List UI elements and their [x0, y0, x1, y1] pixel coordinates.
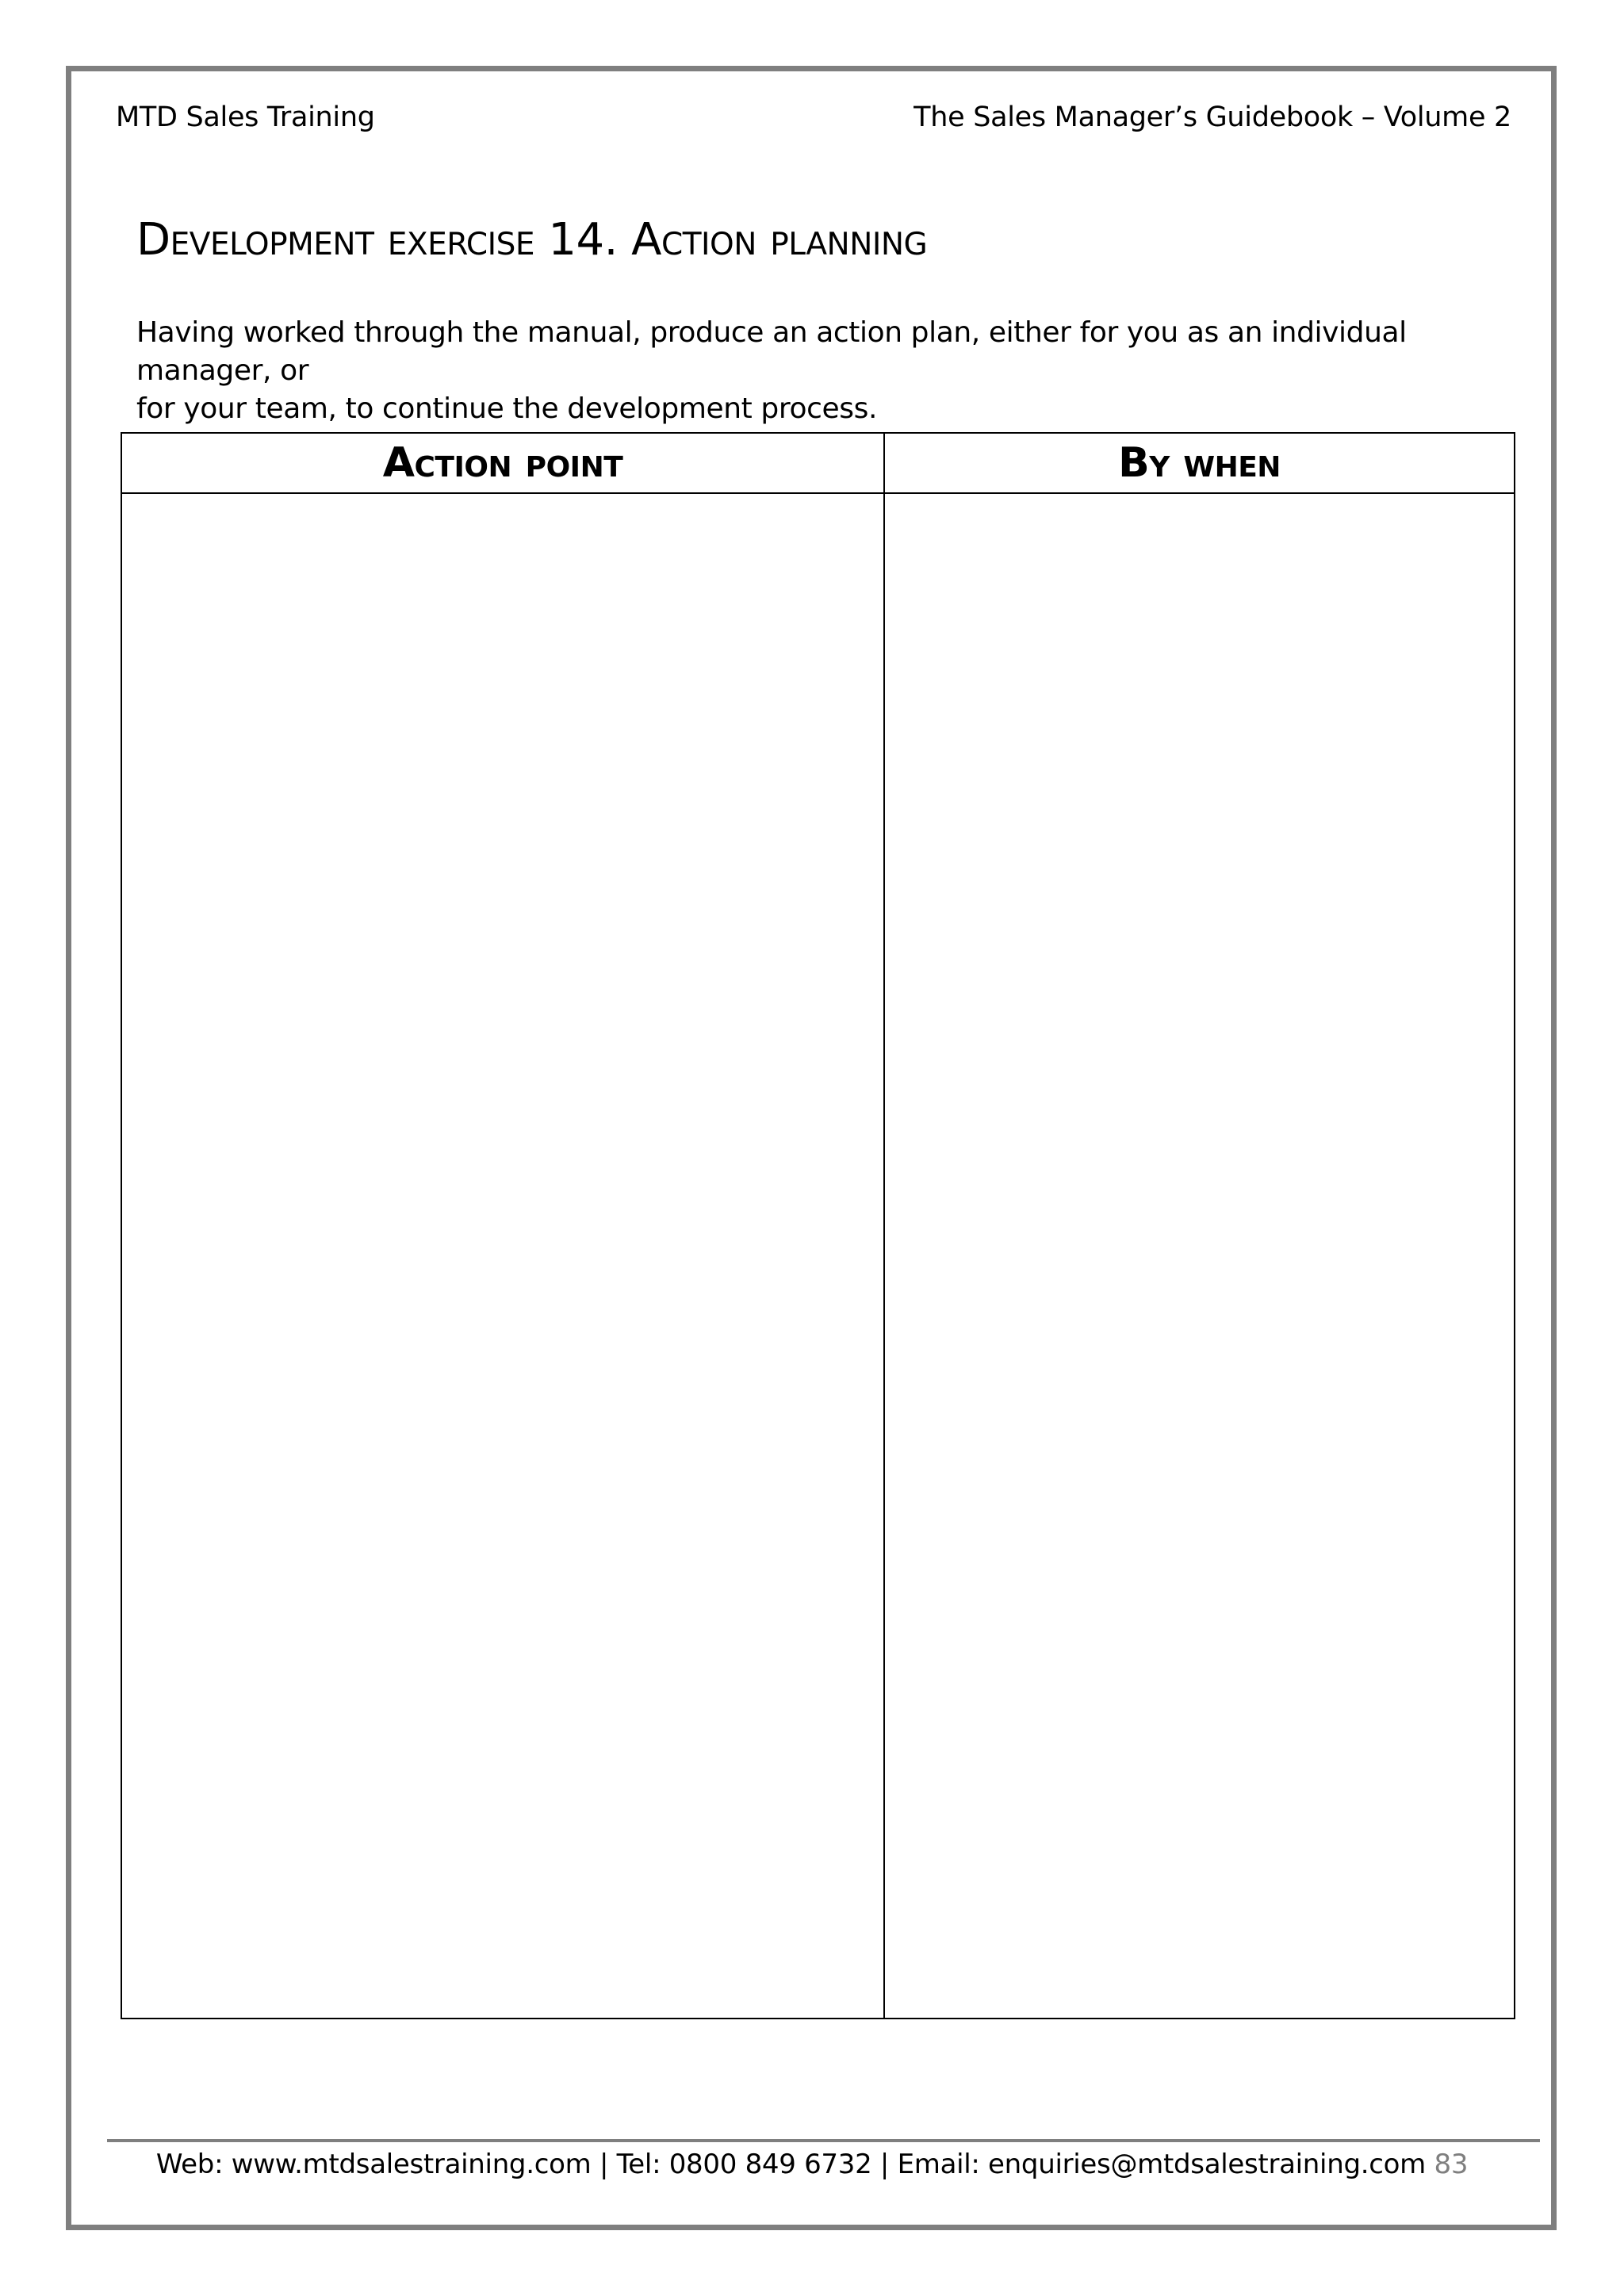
column-header-action-point: Action point [121, 433, 884, 493]
action-plan-table [121, 432, 1515, 2019]
header-company: MTD Sales Training [116, 101, 375, 133]
footer-divider [107, 2139, 1540, 2142]
intro-line-2: for your team, to continue the development process. [136, 392, 878, 425]
footer [0, 2149, 1624, 2180]
by-when-cell[interactable] [884, 493, 1515, 2019]
column-header-by-when: By when [884, 433, 1515, 493]
table-header-row [121, 433, 1515, 493]
action-point-cell[interactable] [121, 493, 884, 2019]
table-row [121, 493, 1515, 2019]
header-book-title: The Sales Manager’s Guidebook – Volume 2 [914, 101, 1511, 133]
footer-contact: Web: www.mtdsalestraining.com | Tel: 0800 849 6732 | Email: enquiries@mtdsalestraining.com [155, 2149, 1426, 2180]
intro-paragraph [136, 314, 1500, 428]
page-number: 83 [1434, 2149, 1469, 2180]
page-title: Development exercise 14. Action planning [136, 214, 928, 266]
intro-line-1: Having worked through the manual, produce an action plan, either for you as an individual manager, or [136, 316, 1407, 387]
